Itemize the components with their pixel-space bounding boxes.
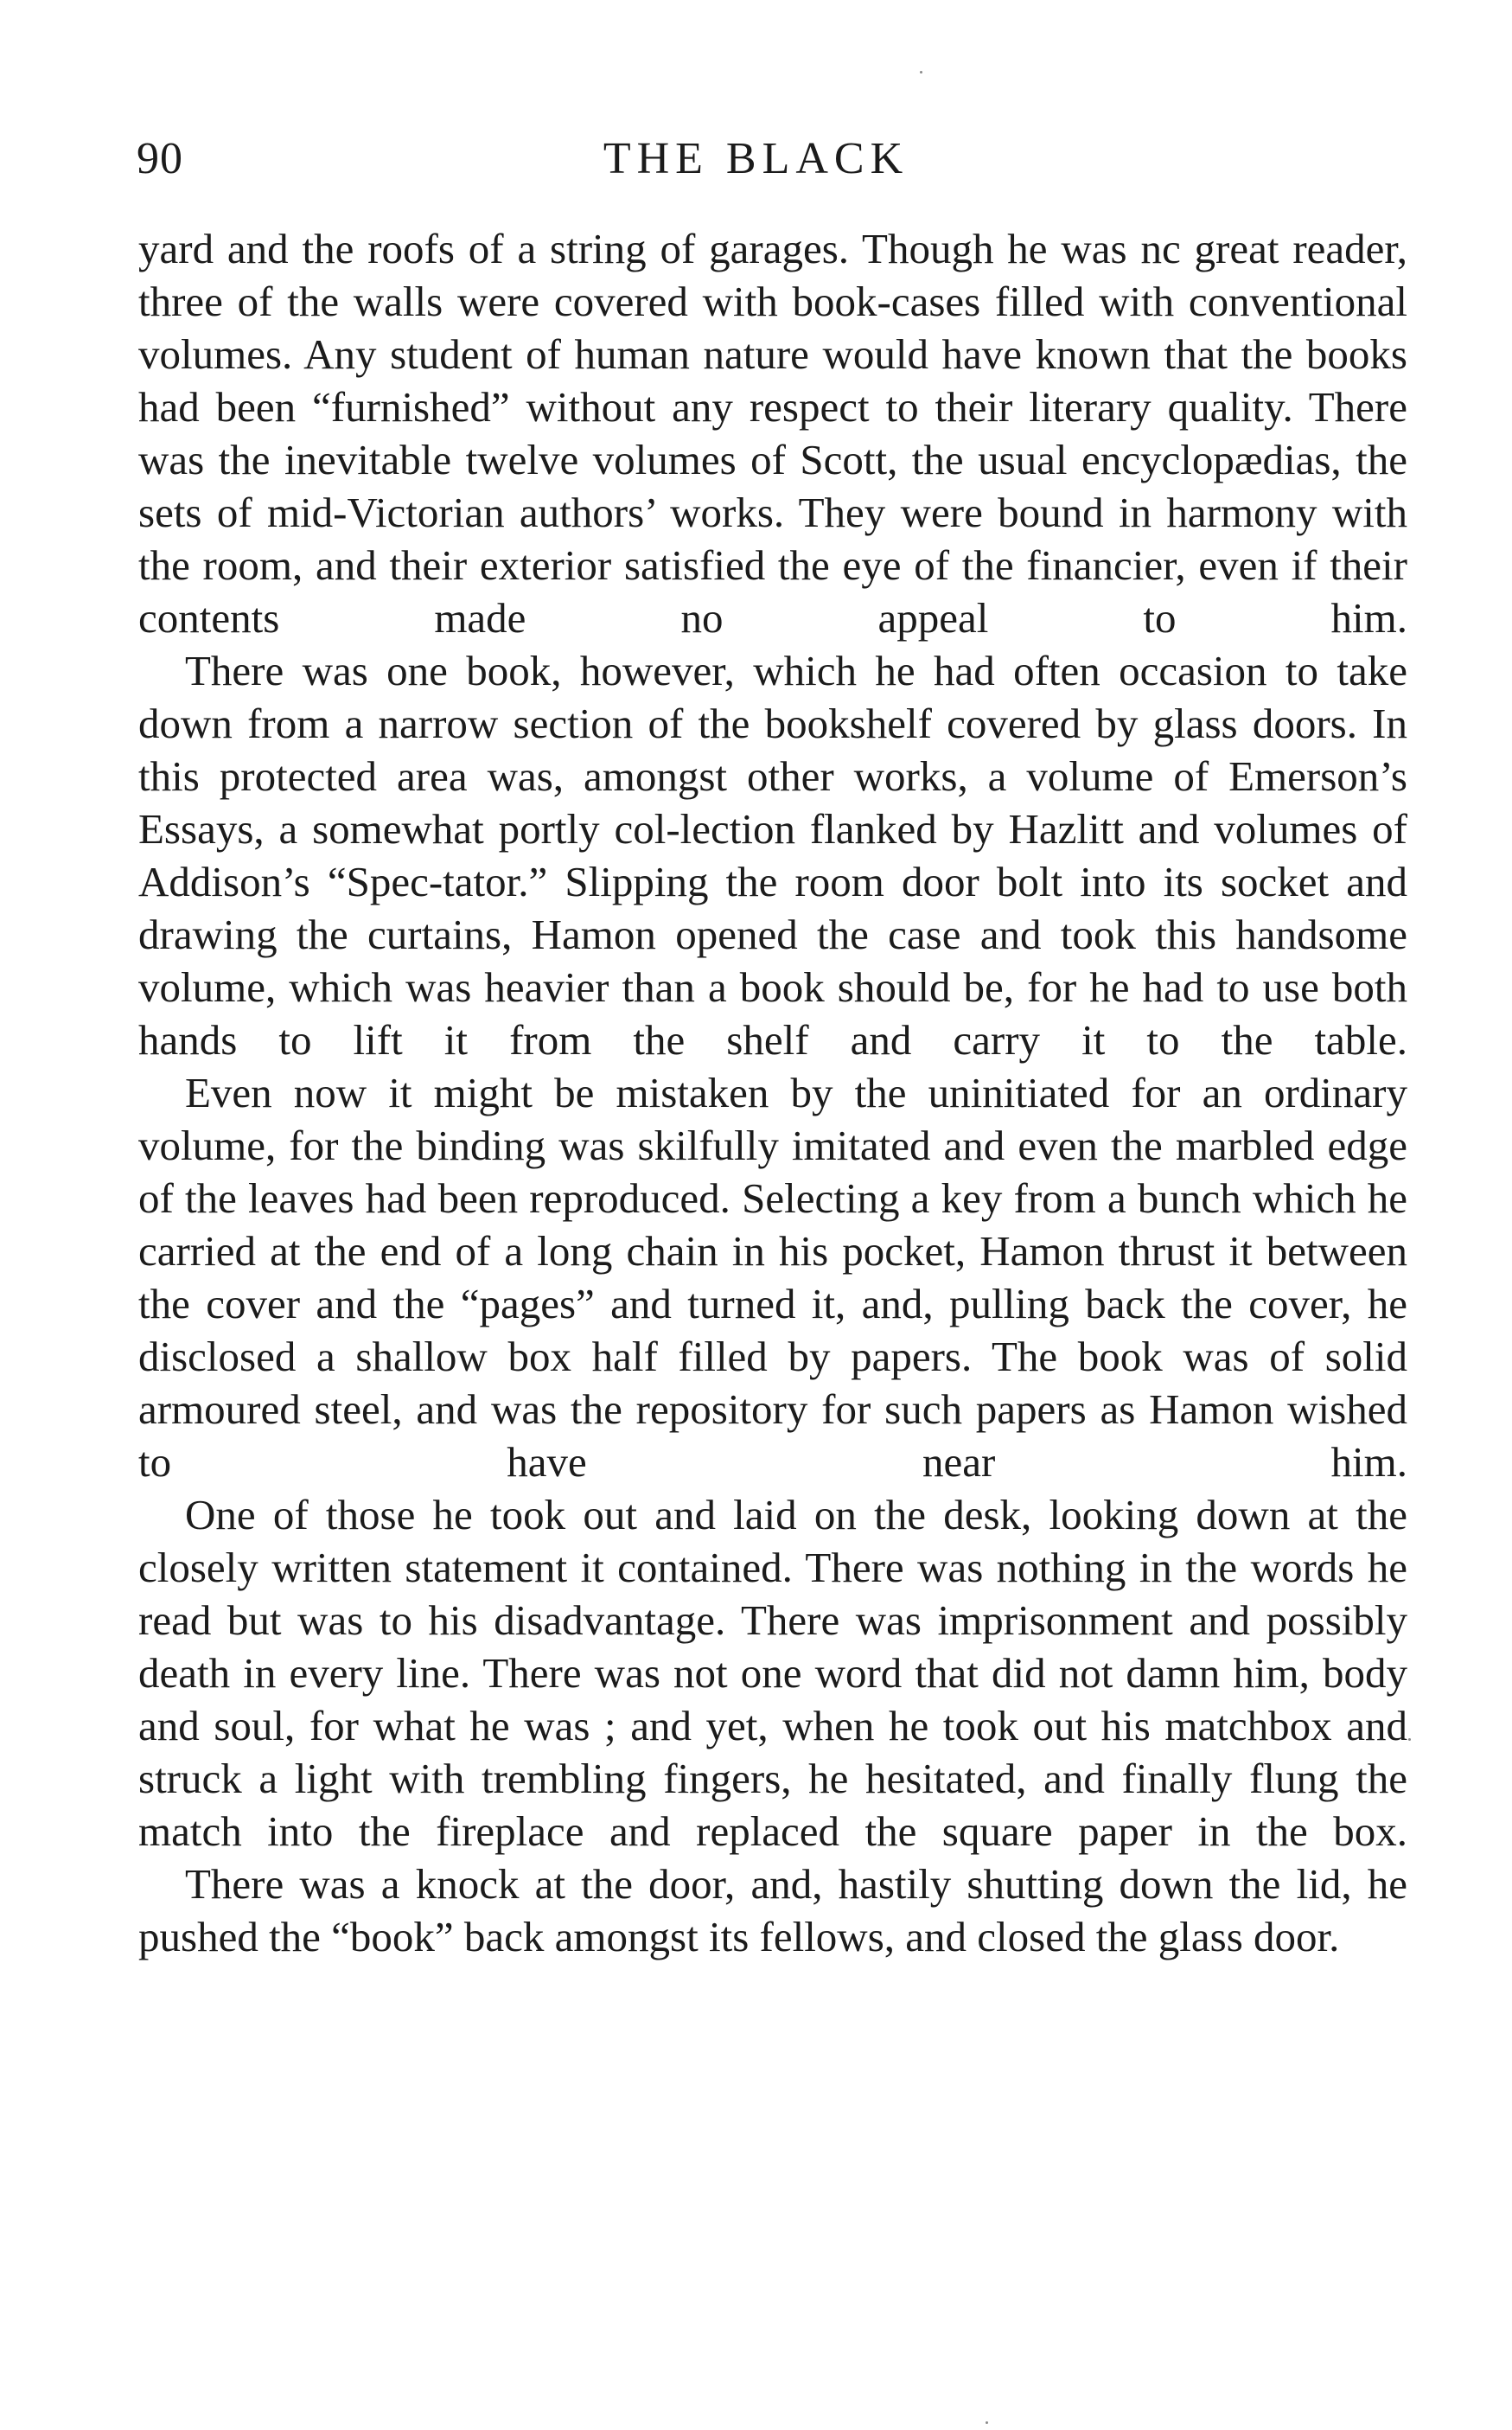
paper-speck [1408,1738,1411,1741]
paragraph: One of those he took out and laid on the desk, looking down at the closely written statement it contained. There was nothing in the words he read but was to his disadvantage. There was imprisonment and possibly death in every line. There was not one word that did not damn him, body and soul, for what he was ; and yet, when he took out his matchbox and struck a light with trembling fingers, he hesitated, and finally flung the match into the fireplace and replaced the square paper in the box. [138,1491,1407,1855]
paper-speck [986,2421,988,2424]
page-header [0,133,1512,194]
paragraph: Even now it might be mistaken by the uninitiated for an ordinary volume, for the binding was skilfully imitated and even the marbled edge of the leaves had been reproduced. Selecting a key from a bunch which he carried at the end of a long chain in his pocket, Hamon thrust it between the cover and the “pages” and turned it, and, pulling back the cover, he disclosed a shallow box half filled by papers. The book was of solid armoured steel, and was the repository for such papers as Hamon wished to have near him. [138,1069,1407,1486]
paragraph: There was one book, however, which he had often occasion to take down from a narrow section of the bookshelf covered by glass doors. In this protected area was, amongst other works, a volume of Emerson’s Essays, a somewhat portly col-lection flanked by Hazlitt and volumes of Addison’s “Spec-tator.” Slipping the room door bolt into its socket and drawing the curtains, Hamon opened the case and took this handsome volume, which was heavier than a book should be, for he had to use both hands to lift it from the shelf and carry it to the table. [138,647,1407,1064]
body-text [138,222,1407,1963]
paragraph: There was a knock at the door, and, hastily shutting down the lid, he pushed the “book” back amongst its fellows, and closed the glass door. [138,1860,1407,1960]
running-title: THE BLACK [603,134,909,183]
page-number: 90 [137,134,183,183]
paragraph: yard and the roofs of a string of garages. Though he was nc great reader, three of the walls were covered with book-cases filled with conventional volumes. Any student of human nature would have known that the books had been “furnished” without any respect to their literary quality. There was the inevitable twelve volumes of Scott, the usual encyclopædias, the sets of mid-Victorian authors’ works. They were bound in harmony with the room, and their exterior satisfied the eye of the financier, even if their contents made no appeal to him. [138,225,1407,642]
paper-speck [920,71,922,74]
